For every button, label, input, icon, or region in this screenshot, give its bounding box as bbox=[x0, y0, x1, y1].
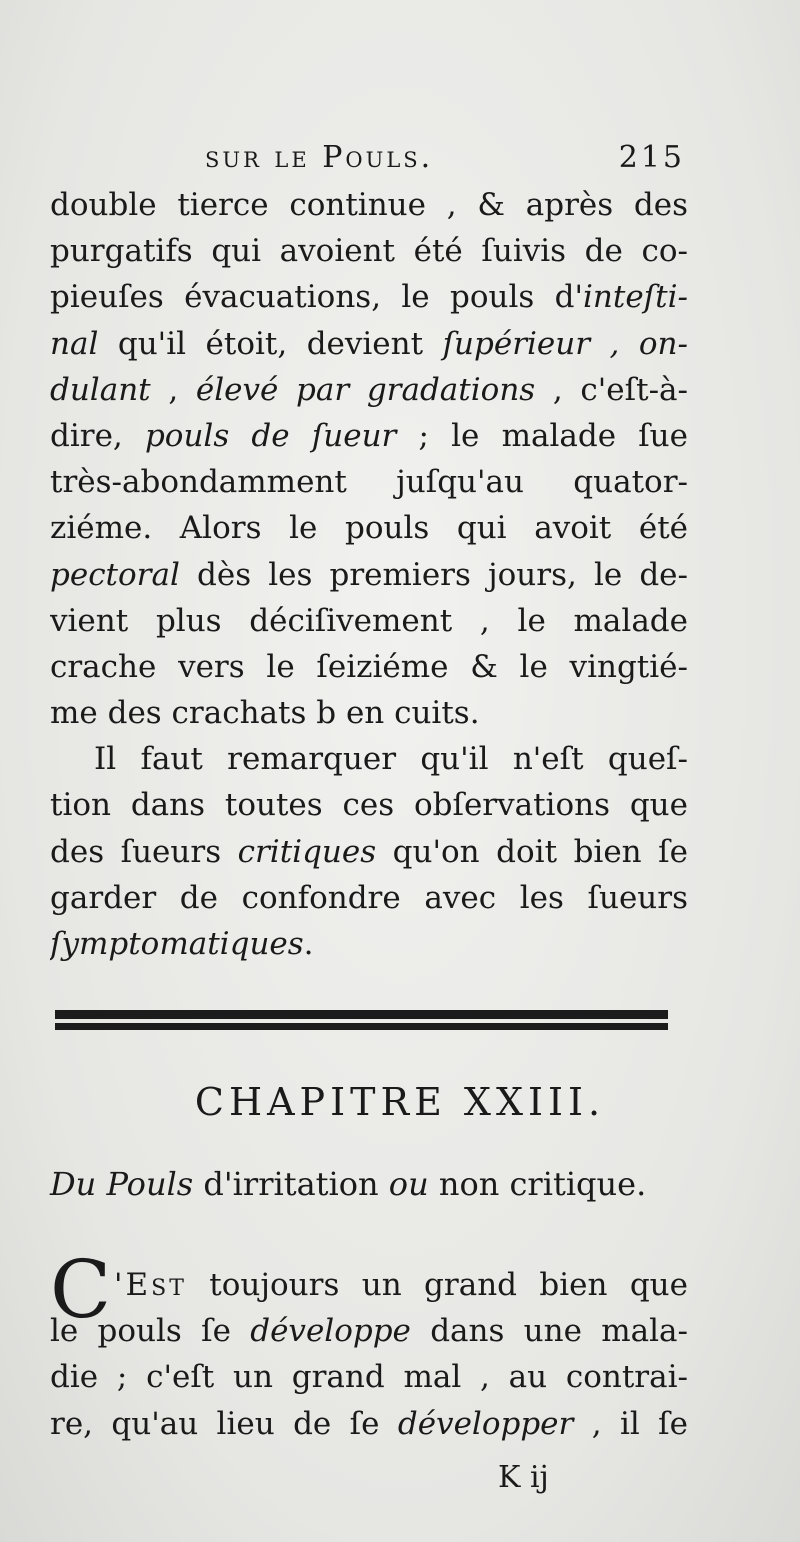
text-line bbox=[50, 1401, 688, 1447]
text-run: me des crachats b en cuits. bbox=[50, 695, 480, 732]
text-line bbox=[50, 736, 688, 782]
text-run: crache vers le ſeiziéme & le vingtié- bbox=[50, 648, 688, 685]
text-line bbox=[50, 505, 688, 551]
text-run: pieuſes évacuations, le pouls d' bbox=[50, 279, 583, 316]
paragraph-3 bbox=[50, 1262, 688, 1447]
text-line bbox=[50, 367, 688, 413]
italic-run: ou bbox=[388, 1165, 429, 1203]
text-run: non critique. bbox=[428, 1165, 647, 1203]
text-run: , c'eſt-à- bbox=[535, 371, 688, 408]
text-line bbox=[50, 921, 688, 967]
signature-mark: K ij bbox=[498, 1460, 549, 1495]
text-run: garder de confondre avec les ſueurs bbox=[50, 879, 688, 916]
italic-run: nal bbox=[50, 325, 99, 362]
italic-run: critiques bbox=[237, 833, 377, 870]
text-line bbox=[50, 413, 688, 459]
italic-run: élevé par gradations bbox=[195, 371, 536, 408]
text-line bbox=[50, 690, 688, 736]
text-line bbox=[50, 552, 688, 598]
text-line bbox=[50, 644, 688, 690]
text-line bbox=[50, 459, 688, 505]
text-run: dès les premiers jours, le de- bbox=[179, 556, 688, 593]
text-run: dire, bbox=[50, 417, 145, 454]
page-number: 215 bbox=[618, 140, 685, 175]
paragraph-1 bbox=[50, 182, 688, 967]
italic-run: dulant bbox=[50, 371, 151, 408]
text-run: die ; c'eſt un grand mal , au contrai- bbox=[50, 1359, 688, 1396]
text-run: le pouls ſe bbox=[50, 1313, 251, 1350]
text-run: . bbox=[303, 926, 314, 962]
text-line bbox=[50, 1262, 688, 1308]
text-line bbox=[50, 598, 688, 644]
text-run: très-abondamment juſqu'au quator- bbox=[50, 464, 688, 501]
text-run: ; le malade ſue bbox=[396, 417, 688, 454]
running-header bbox=[205, 140, 685, 186]
chapter-subtitle bbox=[50, 1165, 690, 1203]
text-run: purgatifs qui avoient été ſuivis de co- bbox=[50, 233, 688, 270]
italic-run: ſupérieur , on- bbox=[442, 325, 688, 362]
chapter-heading: CHAPITRE XXIII. bbox=[194, 1080, 606, 1124]
chapter-divider-rule bbox=[55, 1010, 668, 1034]
text-line bbox=[50, 1354, 688, 1400]
italic-run: pouls de ſueur bbox=[144, 417, 397, 454]
italic-run: développe bbox=[250, 1313, 411, 1350]
text-run: d'irritation bbox=[193, 1165, 389, 1203]
text-run: toujours un grand bien que bbox=[186, 1267, 688, 1303]
text-line bbox=[50, 182, 688, 228]
text-line bbox=[50, 782, 688, 828]
italic-run: ſymptomatiques bbox=[50, 926, 304, 962]
text-run: , bbox=[150, 371, 196, 408]
text-run: Il faut remarquer qu'il n'eſt queſ- bbox=[94, 741, 688, 778]
text-line bbox=[50, 829, 688, 875]
text-run: tion dans toutes ces obſervations que bbox=[50, 787, 688, 824]
text-line bbox=[50, 1308, 688, 1354]
text-run: re, qu'au lieu de ſe bbox=[50, 1405, 398, 1442]
text-line bbox=[50, 228, 688, 274]
text-run: double tierce continue , & après des bbox=[50, 187, 688, 223]
text-run: qu'il étoit, devient bbox=[98, 325, 443, 362]
italic-run: inteſti- bbox=[582, 279, 688, 316]
italic-run: pectoral bbox=[50, 556, 180, 593]
text-run: ziéme. Alors le pouls qui avoit été bbox=[50, 510, 688, 547]
text-line bbox=[50, 321, 688, 367]
italic-run: développer bbox=[397, 1405, 574, 1442]
text-run: qu'on doit bien ſe bbox=[376, 833, 688, 870]
text-run: des ſueurs bbox=[50, 833, 238, 870]
drop-cap: C bbox=[50, 1243, 112, 1336]
running-title: sur le Pouls. bbox=[205, 140, 434, 175]
small-caps-run: 'Est bbox=[114, 1267, 187, 1303]
text-line bbox=[50, 274, 688, 320]
text-run: , il ſe bbox=[573, 1405, 688, 1442]
text-run: vient plus déciſivement , le malade bbox=[50, 602, 688, 639]
text-run: dans une mala- bbox=[410, 1313, 688, 1350]
text-line bbox=[50, 875, 688, 921]
italic-run: Du Pouls bbox=[50, 1165, 194, 1203]
